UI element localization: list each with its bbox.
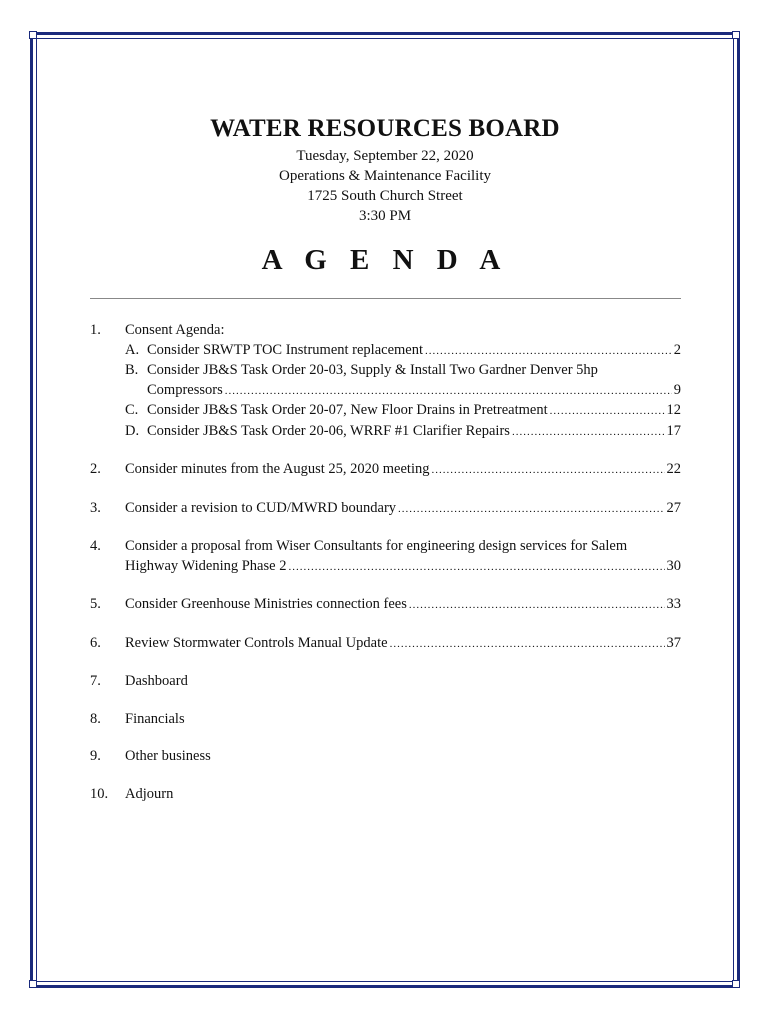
dot-leader (431, 461, 664, 481)
item-number: 3. (90, 499, 101, 516)
dot-leader (512, 423, 665, 443)
item-number: 4. (90, 538, 101, 554)
dot-leader (550, 402, 665, 422)
item-number: 9. (90, 748, 101, 764)
item-number: 5. (90, 596, 101, 612)
consent-sub-list (125, 341, 681, 443)
sub-item-letter: B. (125, 362, 139, 378)
agenda-list (90, 321, 681, 822)
page-number: 22 (666, 461, 681, 477)
item-number: 10. (90, 785, 109, 802)
corner-ornament (732, 31, 740, 39)
sub-item-text: Consider SRWTP TOC Instrument replacement (147, 341, 424, 358)
document-title: WATER RESOURCES BOARD (210, 115, 560, 142)
meeting-address: 1725 South Church Street (307, 188, 463, 204)
item-text: Consent Agenda: (125, 322, 225, 338)
dot-leader (409, 596, 665, 616)
item-text: Adjourn (125, 785, 174, 802)
item-text: Review Stormwater Controls Manual Update (125, 634, 388, 651)
dot-leader (390, 635, 665, 655)
item-text: Highway Widening Phase 2 (125, 557, 287, 574)
agenda-item-6 (90, 634, 681, 655)
page-number: 2 (673, 341, 681, 358)
dot-leader (398, 500, 664, 520)
agenda-item-1 (90, 321, 681, 442)
item-text-line1: Consider a proposal from Wiser Consultants for engineering design services for Salem (125, 538, 628, 554)
item-number: 8. (90, 710, 101, 727)
meeting-location: Operations & Maintenance Facility (278, 168, 492, 184)
sub-item-b (125, 361, 681, 401)
agenda-item-3 (90, 499, 681, 520)
item-text: Financials (125, 710, 185, 727)
sub-item-text: Compressors (147, 381, 223, 398)
dot-leader (225, 382, 672, 402)
sub-item-letter: C. (125, 402, 139, 418)
agenda-item-5 (90, 595, 681, 616)
page-number: 30 (666, 557, 681, 574)
agenda-heading: A G E N D A (261, 244, 509, 276)
agenda-item-4 (90, 537, 681, 577)
sub-item-a (125, 341, 681, 362)
item-text: Other business (125, 748, 211, 764)
page-number: 27 (666, 499, 681, 516)
meeting-time: 3:30 PM (358, 208, 412, 224)
item-number: 1. (90, 322, 101, 338)
sub-item-letter: A. (125, 341, 140, 358)
page-number: 37 (666, 634, 681, 651)
item-number: 2. (90, 461, 101, 477)
item-number: 6. (90, 634, 101, 651)
corner-ornament (29, 31, 37, 39)
item-text: Consider minutes from the August 25, 2020 meeting (125, 461, 430, 477)
item-text: Dashboard (125, 673, 188, 689)
agenda-item-10 (90, 785, 681, 805)
page-number: 9 (673, 381, 681, 398)
item-text: Consider Greenhouse Ministries connection fees (125, 596, 407, 612)
agenda-item-2 (90, 460, 681, 481)
item-number: 7. (90, 673, 101, 689)
page-number: 12 (666, 402, 681, 418)
sub-item-c (125, 401, 681, 422)
item-text: Consider a revision to CUD/MWRD boundary (125, 499, 397, 516)
dot-leader (288, 558, 664, 578)
corner-ornament (732, 980, 740, 988)
meeting-date: Tuesday, September 22, 2020 (296, 148, 474, 164)
corner-ornament (29, 980, 37, 988)
page-number: 17 (666, 422, 681, 439)
divider (90, 298, 681, 299)
agenda-item-8 (90, 710, 681, 730)
agenda-item-9 (90, 747, 681, 767)
sub-item-text: Consider JB&S Task Order 20-06, WRRF #1 Clarifier Repairs (147, 422, 510, 439)
document-header (0, 112, 770, 226)
sub-item-letter: D. (125, 422, 140, 439)
agenda-item-7 (90, 672, 681, 692)
dot-leader (425, 342, 672, 362)
sub-item-text: Consider JB&S Task Order 20-07, New Floor Drains in Pretreatment (147, 402, 548, 418)
page-number: 33 (666, 596, 681, 612)
sub-item-d (125, 422, 681, 443)
sub-item-text-line1: Consider JB&S Task Order 20-03, Supply & Install Two Gardner Denver 5hp (147, 362, 598, 378)
